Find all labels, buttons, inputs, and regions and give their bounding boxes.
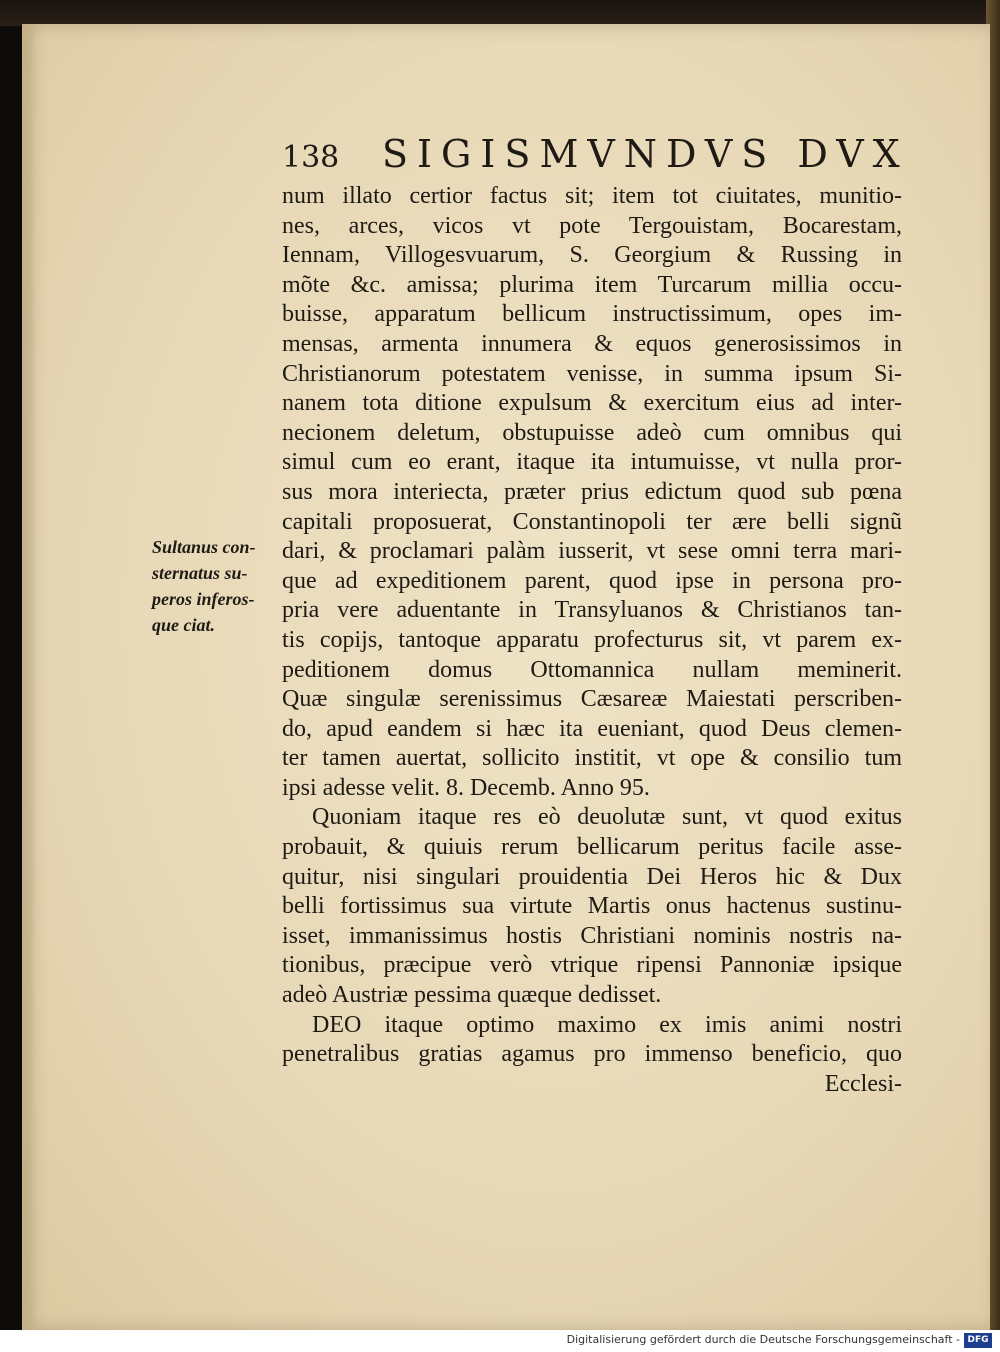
text-line: do, apud eandem si hæc ita eueniant, quod Deus clemen-	[282, 715, 902, 742]
text-line: necionem deletum, obstupuisse adeò cum omnibus qui	[282, 419, 902, 446]
text-line: pria vere aduentante in Transyluanos & Christianos tan-	[282, 597, 902, 624]
text-line: quitur, nisi singulari prouidentia Dei Heros hic & Dux	[282, 863, 902, 890]
text-line: nes, arces, vicos vt pote Tergouistam, Bocarestam,	[282, 212, 902, 239]
text-line: mensas, armenta innumera & equos generosissimos in	[282, 330, 902, 357]
catchword: Ecclesi-	[824, 1070, 902, 1097]
text-line: capitali proposuerat, Constantinopoli ter ære belli signũ	[282, 508, 902, 535]
marginal-line: Sultanus con-	[152, 537, 256, 557]
text-line: Iennam, Villogesvuarum, S. Georgium & Russing in	[282, 242, 902, 269]
text-line: num illato certior factus sit; item tot ciuitates, munitio-	[282, 183, 902, 209]
footer-bar	[0, 1330, 1000, 1352]
text-line: tionibus, præcipue verò vtrique ripensi Pannoniæ ipsique	[282, 952, 902, 979]
running-head: SIGISMVNDVS DVX	[382, 132, 909, 176]
page-number: 138	[282, 140, 340, 175]
marginal-line: peros inferos-	[152, 589, 255, 609]
marginal-line: sternatus su-	[152, 563, 248, 583]
text-line: mõte &c. amissa; plurima item Turcarum millia occu-	[282, 271, 902, 298]
text-line: Christianorum potestatem venisse, in summa ipsum Si-	[282, 360, 902, 387]
text-line: peditionem domus Ottomannica nullam meminerit.	[282, 656, 902, 683]
text-line: sus mora interiecta, præter prius edictum quod sub pœna	[282, 478, 902, 505]
body-text	[282, 182, 902, 1099]
page-header	[282, 132, 909, 184]
text-line: nanem tota ditione expulsum & exercitum eius ad inter-	[282, 390, 902, 417]
text-line: belli fortissimus sua virtute Martis onus hactenus sustinu-	[282, 893, 902, 920]
text-line: dari, & proclamari palàm iusserit, vt sese omni terra mari-	[282, 538, 902, 565]
text-line: tis copijs, tantoque apparatu profecturus sit, vt parem ex-	[282, 626, 902, 653]
page-gutter-shadow	[22, 24, 36, 1330]
text-line: ipsi adesse velit. 8. Decemb. Anno 95.	[282, 774, 650, 801]
text-line: simul cum eo erant, itaque ita intumuisse, vt nulla pror-	[282, 449, 902, 476]
marginal-note	[152, 534, 277, 638]
text-line: penetralibus gratias agamus pro immenso beneficio, quo	[282, 1041, 902, 1068]
text-line: buisse, apparatum bellicum instructissimum, opes im-	[282, 301, 902, 328]
text-line: adeò Austriæ pessima quæque dedisset.	[282, 982, 662, 1009]
marginal-line: que ciat.	[152, 615, 215, 635]
text-line: ter tamen auertat, sollicito institit, vt ope & consilio tum	[282, 745, 902, 772]
text-line: isset, immanissimus hostis Christiani nominis nostris na-	[282, 922, 902, 949]
text-line: Quoniam itaque res eò deuolutæ sunt, vt quod exitus	[312, 804, 902, 831]
text-line: probauit, & quiuis rerum bellicarum peritus facile asse-	[282, 834, 902, 861]
funding-credit: Digitalisierung gefördert durch die Deutsche Forschungsgemeinschaft -	[566, 1333, 960, 1346]
book-edge-top	[0, 0, 1000, 26]
text-line: DEO itaque optimo maximo ex imis animi nostri	[312, 1011, 902, 1038]
dfg-logo-icon: DFG	[964, 1333, 992, 1348]
text-line: que ad expeditionem parent, quod ipse in persona pro-	[282, 567, 902, 594]
text-line: Quæ singulæ serenissimus Cæsareæ Maiestati perscriben-	[282, 686, 902, 713]
